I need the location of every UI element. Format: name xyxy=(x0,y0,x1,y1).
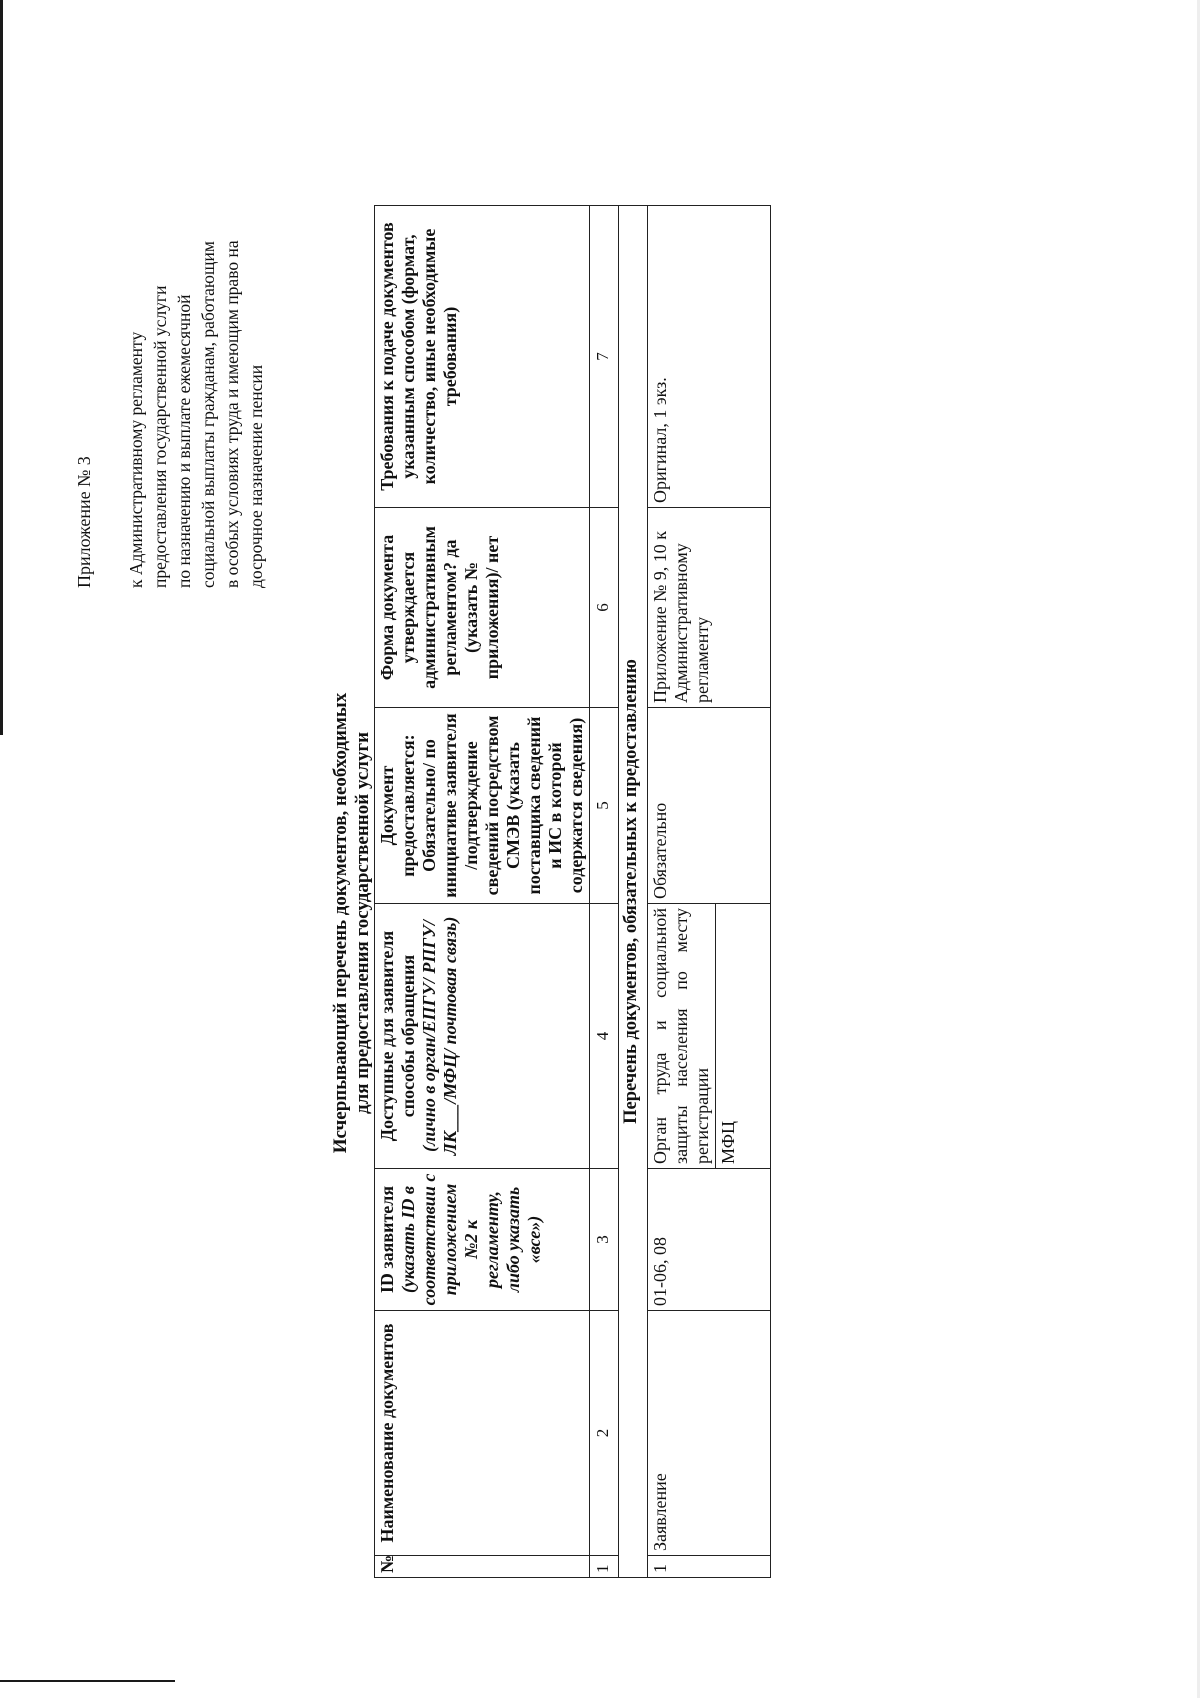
column-number: 6 xyxy=(590,508,619,708)
column-number: 2 xyxy=(590,1311,619,1556)
column-number: 7 xyxy=(590,206,619,508)
appendix-block xyxy=(72,28,268,588)
section-title: Перечень документов, обязательных к предоставлению xyxy=(619,206,648,1578)
appendix-number: Приложение № 3 xyxy=(74,456,94,588)
header-document-name: Наименование документов xyxy=(375,1311,590,1556)
header-submission-methods-title: Доступные для заявителя способы обращения xyxy=(377,930,418,1142)
header-applicant-id xyxy=(375,1169,590,1311)
column-number: 1 xyxy=(590,1556,619,1578)
row-applicant-id: 01-06, 08 xyxy=(648,1169,771,1311)
column-number: 3 xyxy=(590,1169,619,1311)
header-applicant-id-note: (указать ID в соответствии с приложением №2 к регламенту, либо указать «все») xyxy=(398,1173,544,1306)
column-number-row xyxy=(590,206,619,1578)
row-document-name: Заявление xyxy=(648,1311,771,1556)
header-provision: Документ предоставляется: Обязательно/ по инициативе заявителя /подтверждение сведений посредством СМЭВ (указать поставщика сведений и ИС в которой содержатся сведения) xyxy=(375,708,590,904)
appendix-line: по назначению и выплате ежемесячной xyxy=(174,294,194,588)
table-header-row xyxy=(375,206,590,1578)
header-submission-methods xyxy=(375,904,590,1169)
row-requirements: Оригинал, 1 экз. xyxy=(648,206,771,508)
section-row xyxy=(619,206,648,1578)
appendix-line: к Административному регламенту xyxy=(126,331,146,588)
row-provision: Обязательно xyxy=(648,708,771,904)
document-title-line: Исчерпывающий перечень документов, необходимых xyxy=(330,692,351,1154)
header-submission-methods-note: (лично в орган/ЕПГУ/ РПГУ/ЛК___/МФЦ/ почтовая связь) xyxy=(419,916,460,1156)
document-title-line: для предоставления государственной услуги xyxy=(352,731,373,1115)
row-number: 1 xyxy=(648,1556,771,1578)
appendix-line: предоставления государственной услуги xyxy=(150,285,170,588)
documents-table xyxy=(374,205,771,1578)
row-submission-method-alt: МФЦ xyxy=(716,904,771,1169)
column-number: 4 xyxy=(590,904,619,1169)
appendix-line: в особых условиях труда и имеющим право на xyxy=(222,240,242,588)
document-title xyxy=(330,298,374,1548)
header-applicant-id-title: ID заявителя xyxy=(377,1185,397,1294)
row-form: Приложение № 9, 10 к Административному регламенту xyxy=(648,508,771,708)
appendix-line: досрочное назначение пенсии xyxy=(246,364,266,588)
header-requirements: Требования к подаче документов указанным способом (формат, количество, иные необходимые требования) xyxy=(375,206,590,508)
header-form: Форма документа утверждается административным регламентом? да (указать № приложения)/ нет xyxy=(375,508,590,708)
header-number: № xyxy=(375,1556,590,1578)
table-row xyxy=(648,206,716,1578)
column-number: 5 xyxy=(590,708,619,904)
appendix-line: социальной выплаты гражданам, работающим xyxy=(198,241,218,588)
row-submission-method: Орган труда и социальной защиты населения по месту регистрации xyxy=(648,904,716,1169)
